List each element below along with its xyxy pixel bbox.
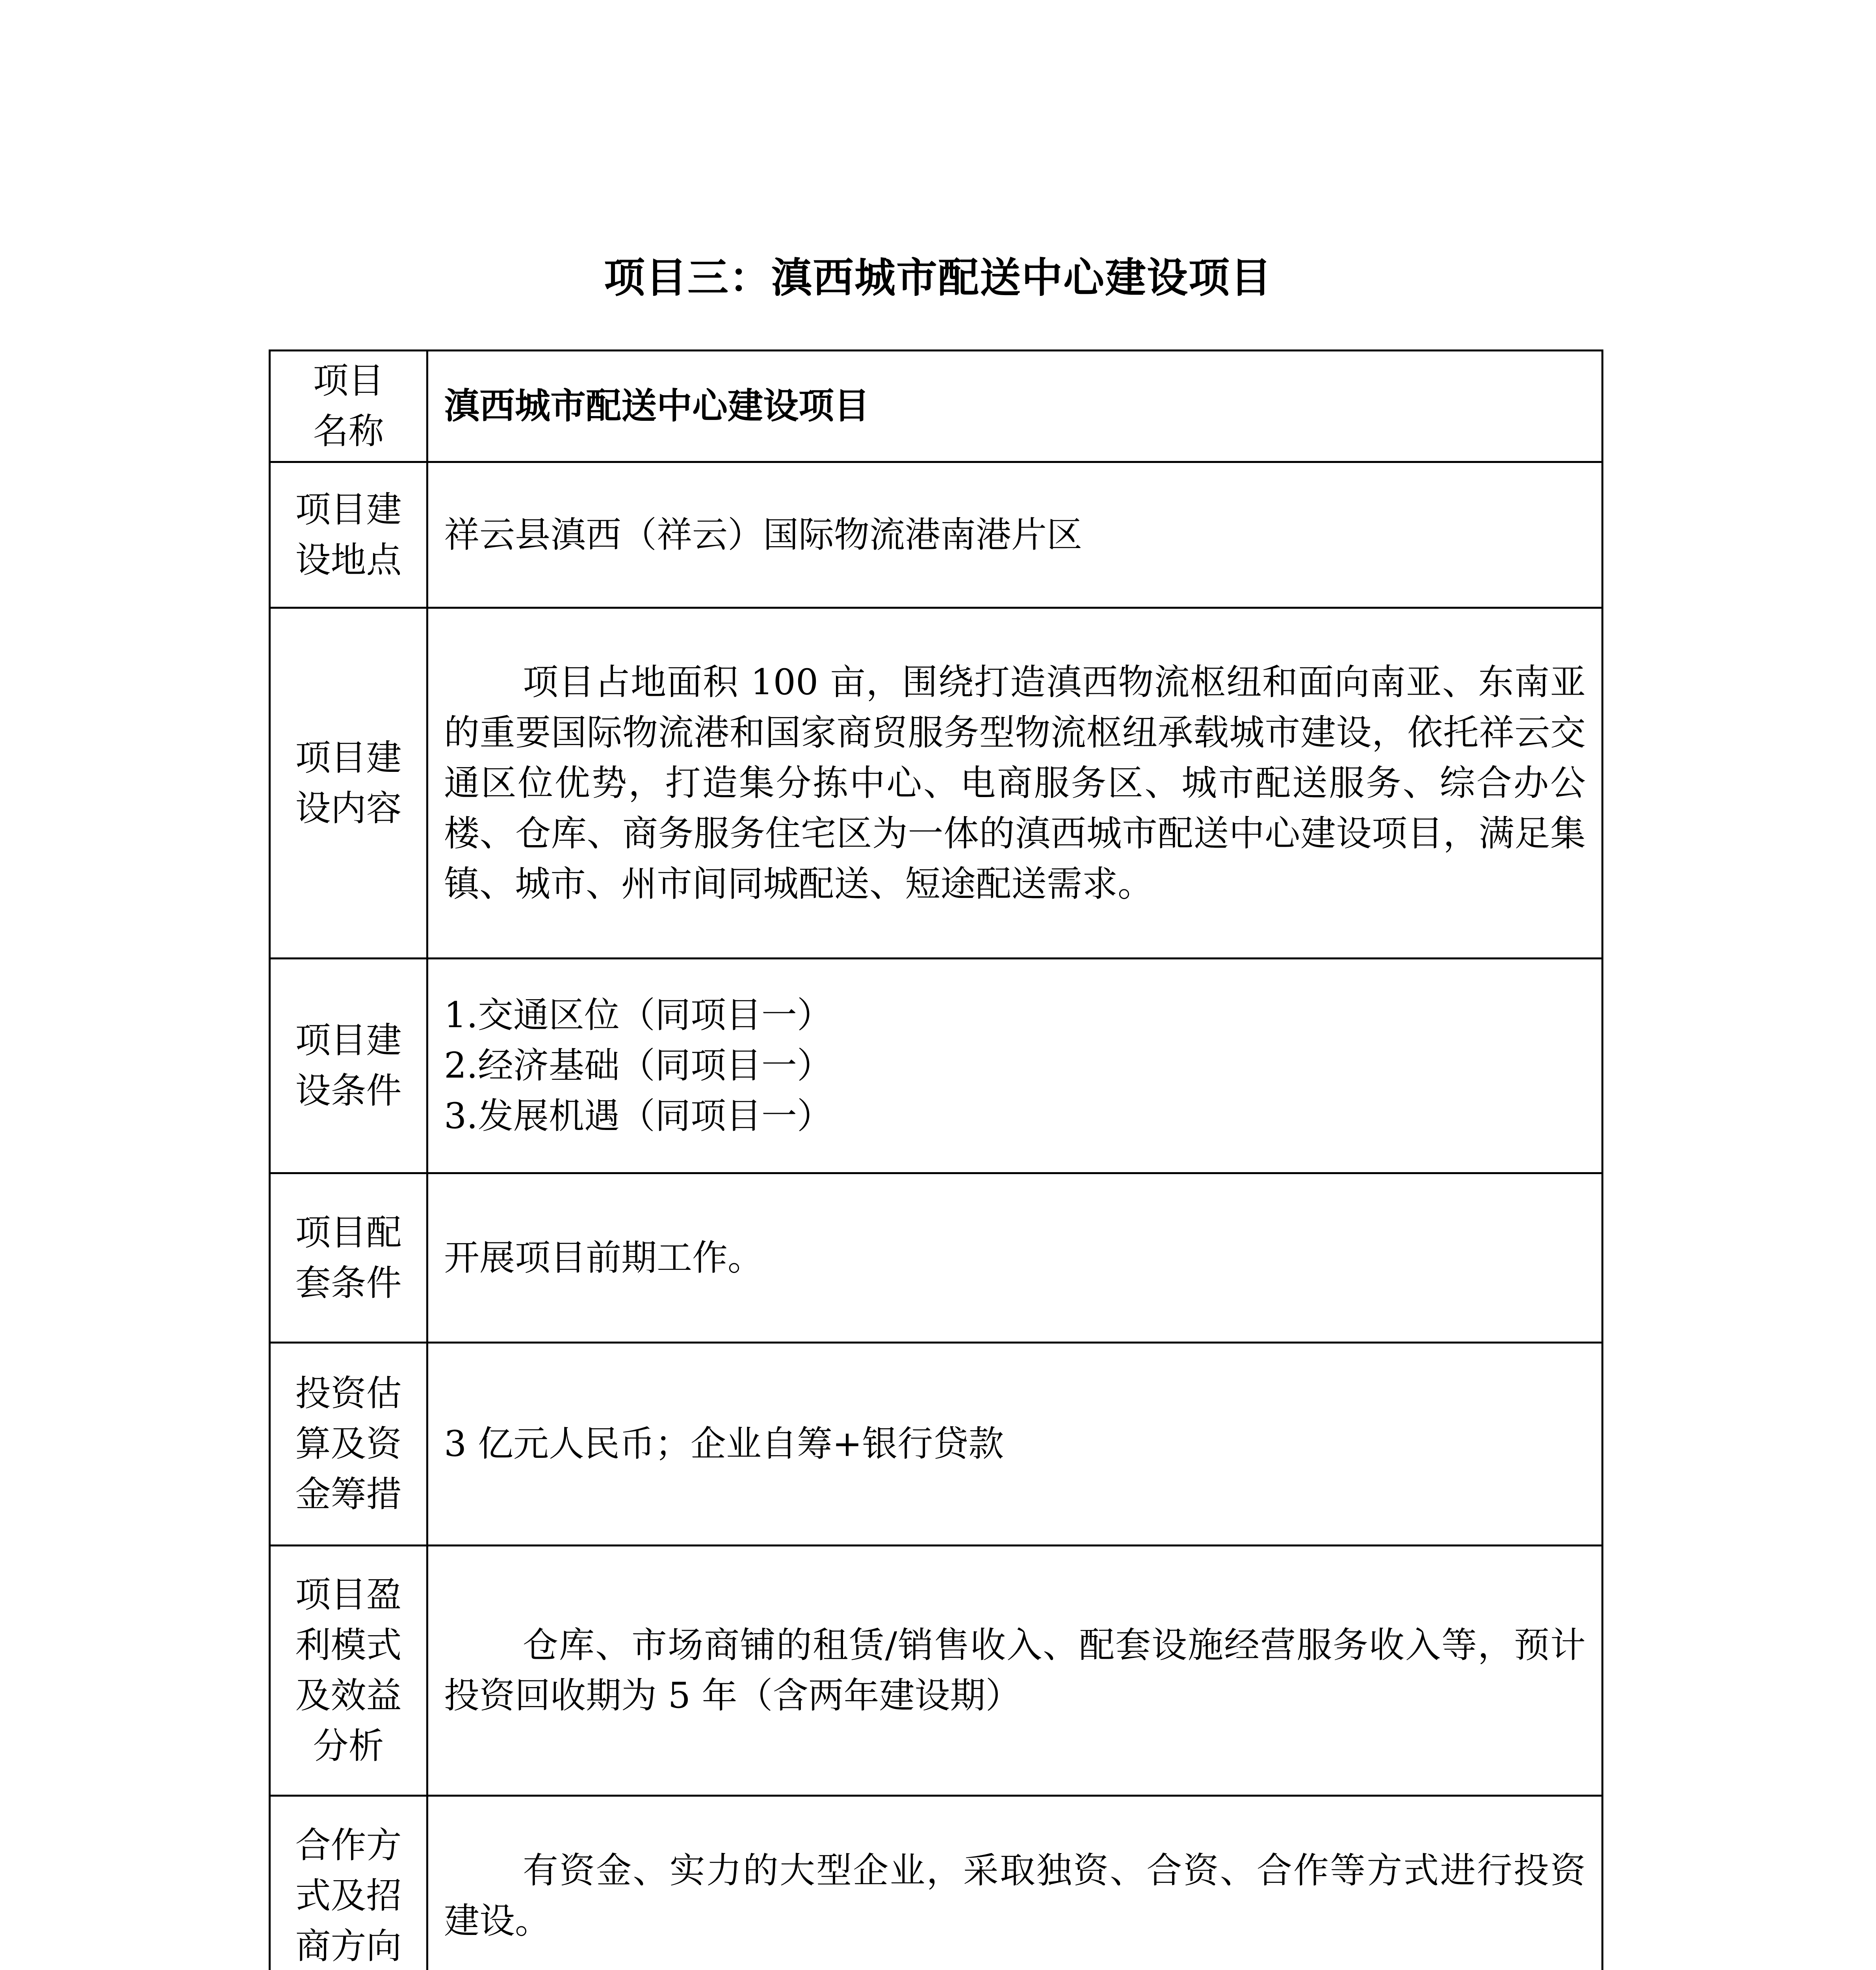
condition-item: 3.发展机遇（同项目一） <box>444 1095 832 1137</box>
label-supporting <box>270 1173 427 1343</box>
value-location <box>427 462 1603 608</box>
row-investment <box>270 1343 1603 1546</box>
content-paragraph: 项目占地面积 100 亩，围绕打造滇西物流枢纽和面向南亚、东南亚的重要国际物流港和国家商贸服务型物流枢纽承载城市建设，依托祥云交通区位优势，打造集分拣中心、电商服务区、城市配送服务、综合办公楼、仓库、商务服务住宅区为一体的滇西城市配送中心建设项目，满足集镇、城市、州市间同城配送、短途配送需求。 <box>444 661 1586 905</box>
row-content <box>270 608 1603 959</box>
condition-item: 2.经济基础（同项目一） <box>444 1045 832 1086</box>
label-text: 项目建设地点 <box>295 489 402 581</box>
row-profit <box>270 1546 1603 1796</box>
row-supporting <box>270 1173 1603 1343</box>
condition-item: 1.交通区位（同项目一） <box>444 994 832 1036</box>
project-name-text: 滇西城市配送中心建设项目 <box>444 385 869 427</box>
label-investment <box>270 1343 427 1546</box>
label-content <box>270 608 427 959</box>
row-project-name <box>270 351 1603 462</box>
row-conditions <box>270 959 1603 1173</box>
label-conditions <box>270 959 427 1173</box>
row-location <box>270 462 1603 608</box>
label-location <box>270 462 427 608</box>
project-info-table <box>269 349 1603 1970</box>
label-project-name <box>270 351 427 462</box>
label-text: 投资估算及资金筹措 <box>295 1373 402 1515</box>
value-content <box>427 608 1603 959</box>
label-cooperation <box>270 1796 427 1970</box>
cooperation-paragraph: 有资金、实力的大型企业，采取独资、合资、合作等方式进行投资建设。 <box>444 1849 1586 1942</box>
label-text: 合作方式及招商方向 <box>295 1824 402 1967</box>
value-investment <box>427 1343 1603 1546</box>
row-cooperation <box>270 1796 1603 1970</box>
value-conditions <box>427 959 1603 1173</box>
value-profit <box>427 1546 1603 1796</box>
document-title: 项目三：滇西城市配送中心建设项目 <box>604 254 1272 302</box>
supporting-text: 开展项目前期工作。 <box>444 1237 763 1279</box>
value-supporting <box>427 1173 1603 1343</box>
value-cooperation <box>427 1796 1603 1970</box>
label-text: 项目盈利模式及效益分析 <box>295 1574 402 1767</box>
label-text: 项目建设条件 <box>295 1020 402 1111</box>
label-profit <box>270 1546 427 1796</box>
label-text: 项目名称 <box>313 360 384 452</box>
label-text: 项目配套条件 <box>295 1212 402 1304</box>
profit-paragraph: 仓库、市场商铺的租赁/销售收入、配套设施经营服务收入等，预计投资回收期为 5 年（含两年建设期） <box>444 1624 1586 1716</box>
label-text: 项目建设内容 <box>295 737 402 829</box>
investment-text: 3 亿元人民币；企业自筹+银行贷款 <box>444 1423 1004 1464</box>
value-project-name <box>427 351 1603 462</box>
location-text: 祥云县滇西（祥云）国际物流港南港片区 <box>444 514 1082 556</box>
